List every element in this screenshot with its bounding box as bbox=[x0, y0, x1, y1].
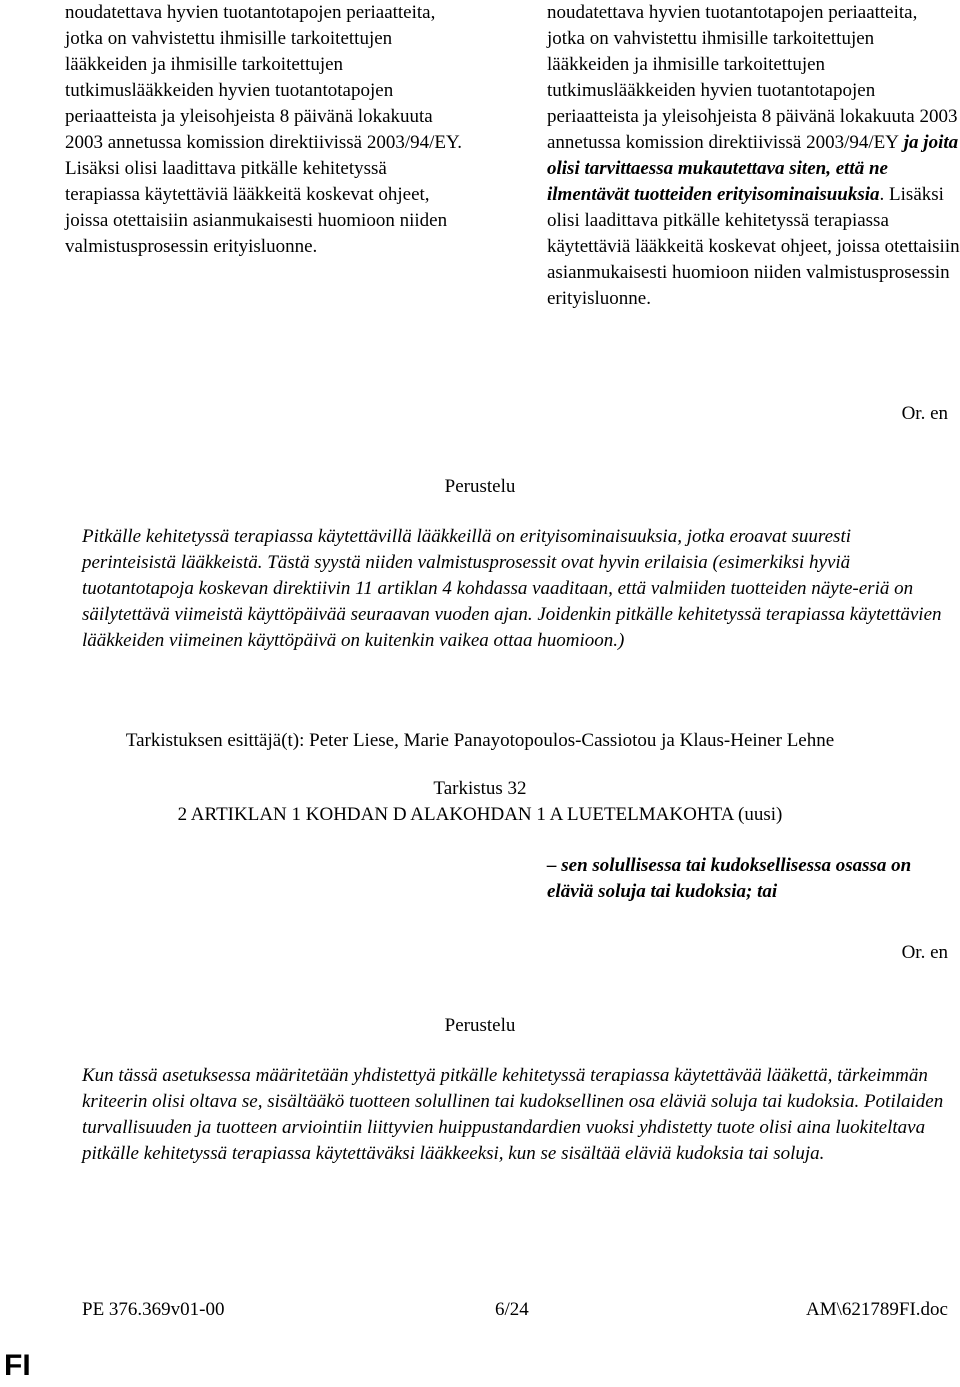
amended-text-insertion: ja joita olisi tarvittaessa mukautettava siten, että ne ilmentävät tuotteiden erityisominaisuuksia bbox=[547, 132, 959, 205]
amended-text-before: noudatettava hyvien tuotantotapojen periaatteita, jotka on vahvistettu ihmisille tarkoitettujen lääkkeiden ja ihmisille tarkoitettujen tutkimuslääkkeiden hyvien tuotantotapojen periaatteista ja yleisohjeista 8 päivänä lokakuuta 2003 annetussa komission direktiivissä 2003/94/EY bbox=[547, 2, 958, 153]
amendment-number: Tarkistus 32 bbox=[433, 778, 527, 799]
justification-31: Pitkälle kehitetyssä terapiassa käytettävillä lääkkeillä on erityisominaisuuksia, jotka eroavat suuresti perinteisistä lääkkeistä. Tästä syystä niiden valmistusprosessit ovat hyvin erilaisia (esimerkiksi hyviä tuotantotapoja koskevan direktiivin 11 artiklan 4 kohdassa vaaditaan, että valmiiden tuotteiden näyte-eriä on säilytettävä viimeistä käyttöpäivää seuraavan vuoden ajan. Joidenkin pitkälle kehitetyssä terapiassa käytettävien lääkkeiden viimeinen käyttöpäivä on kuitenkin vaikea ottaa huomioon.) bbox=[82, 526, 942, 651]
original-language-32: Or. en bbox=[901, 942, 948, 963]
amendment-tabled-by: Tarkistuksen esittäjä(t): Peter Liese, Marie Panayotopoulos-Cassiotou ja Klaus-Heiner Lehne bbox=[125, 730, 835, 751]
justification-heading-32: Perustelu bbox=[444, 1015, 516, 1036]
justification-32: Kun tässä asetuksessa määritetään yhdistettyä pitkälle kehitetyssä terapiassa käytettävää lääkettä, tärkeimmän kriteerin olisi oltava se, sisältääkö tuotteen solullinen tai kudoksellinen osa eläviä soluja tai kudoksia. Potilaiden turvallisuuden ja tuotteen arviointiin liittyvien huippustandardien vuoksi yhdistetty tuote olisi aina luokiteltava pitkälle kehitetyssä terapiassa käytettäväksi lääkkeeksi, kun se sisältää eläviä kudoksia tai soluja. bbox=[82, 1065, 944, 1164]
original-text-column: noudatettava hyvien tuotantotapojen periaatteita, jotka on vahvistettu ihmisille tarkoitettujen lääkkeiden ja ihmisille tarkoitettujen tutkimuslääkkeiden hyvien tuotantotapojen periaatteista ja yleisohjeista 8 päivänä lokakuuta 2003 annetussa komission direktiivissä 2003/94/EY. Lisäksi olisi laadittava pitkälle kehitetyssä terapiassa käytettäviä lääkkeitä koskevat ohjeet, joissa otettaisiin asianmukaisesti huomioon niiden valmistusprosessin erityisluonne. bbox=[65, 2, 463, 257]
footer-page-number: 6/24 bbox=[495, 1299, 529, 1320]
footer-doc-ref: PE 376.369v01-00 bbox=[82, 1299, 225, 1320]
amended-text-column bbox=[547, 0, 960, 312]
justification-heading-31: Perustelu bbox=[444, 476, 516, 497]
language-code: FI bbox=[4, 1349, 31, 1382]
amendment-article: 2 ARTIKLAN 1 KOHDAN D ALAKOHDAN 1 A LUETELMAKOHTA (uusi) bbox=[177, 804, 783, 825]
footer-file-ref: AM\621789FI.doc bbox=[806, 1299, 948, 1320]
original-language-31: Or. en bbox=[901, 403, 948, 424]
amended-text-after: . Lisäksi olisi laadittava pitkälle kehitetyssä terapiassa käytettäviä lääkkeitä koskevat ohjeet, joissa otettaisiin asianmukaisesti huomioon niiden valmistusprosessin erityisluonne. bbox=[547, 184, 960, 309]
amendment-new-text: – sen solullisessa tai kudoksellisessa osassa on eläviä soluja tai kudoksia; tai bbox=[547, 855, 912, 902]
